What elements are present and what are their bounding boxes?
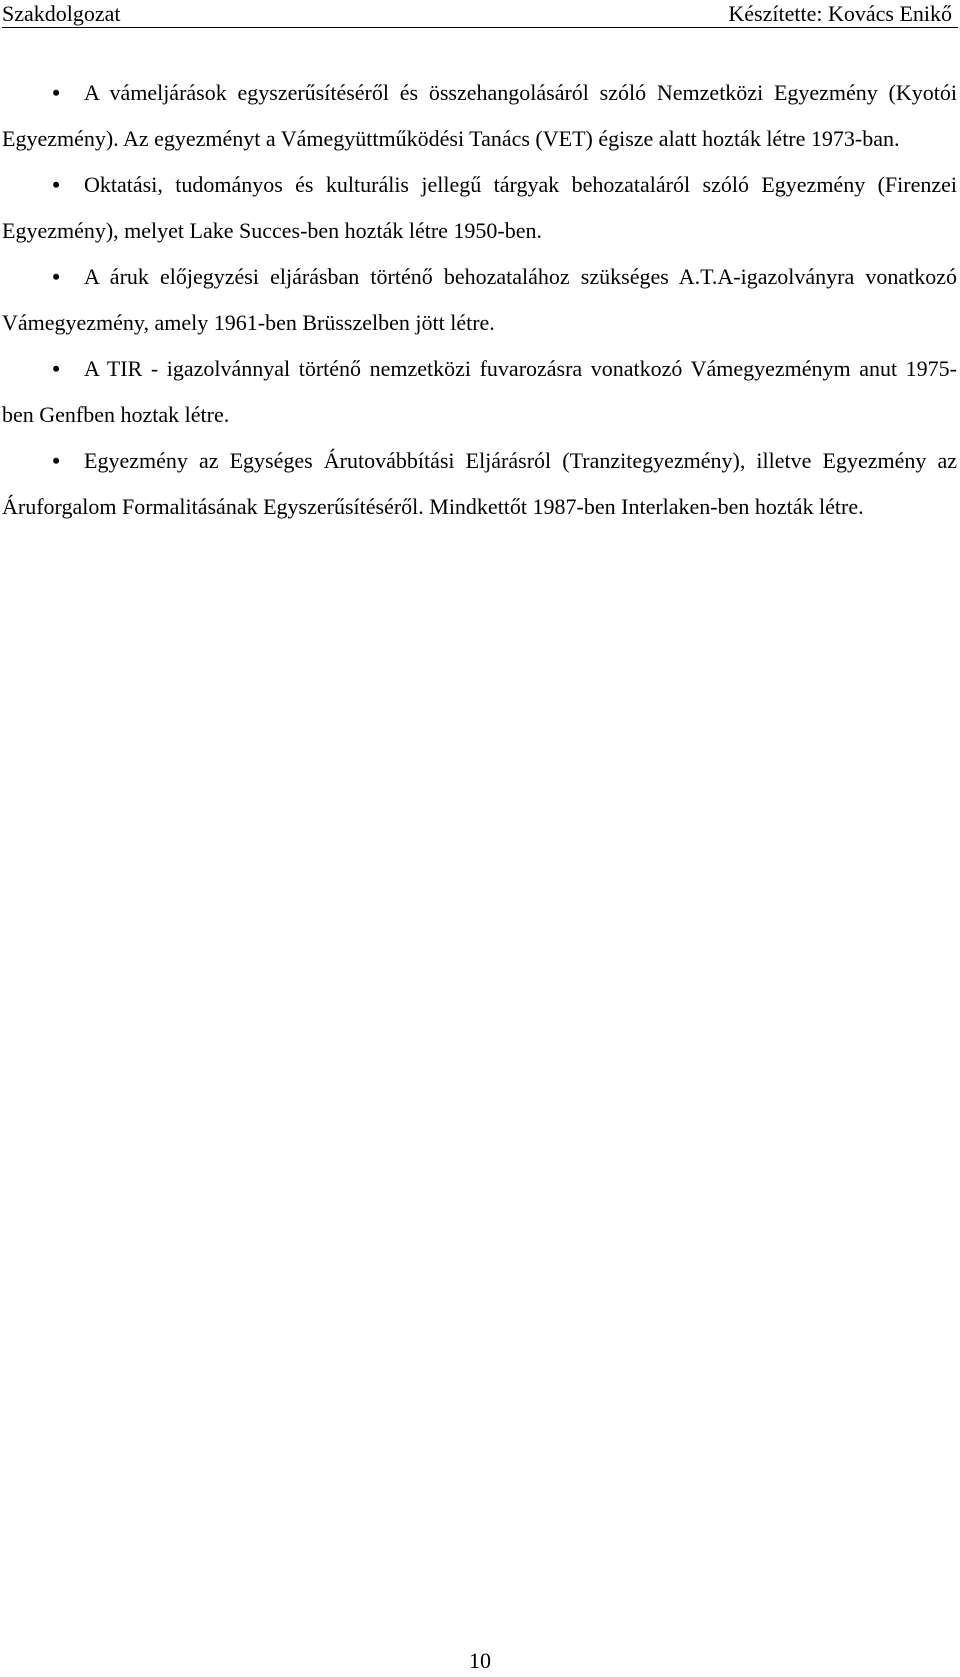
bullet-icon: • [52, 264, 60, 289]
document-body [2, 70, 957, 530]
header-title: Szakdolgozat [2, 1, 121, 26]
bullet-icon: • [52, 80, 60, 105]
bullet-icon: • [52, 356, 60, 381]
list-item [2, 162, 957, 254]
list-item [2, 438, 957, 530]
list-item-text: Egyezmény az Egységes Árutovábbítási Eljárásról (Tranzitegyezmény), illetve Egyezmény az Áruforgalom Formalitásának Egyszerűsítéséről. Mindkettőt 1987-ben Interlaken-ben hozták létre. [2, 448, 957, 519]
page-number: 10 [469, 1648, 491, 1673]
list-item [2, 254, 957, 346]
list-item-text: A vámeljárások egyszerűsítéséről és összehangolásáról szóló Nemzetközi Egyezmény (Kyotói Egyezmény). Az egyezményt a Vámegyüttműködési Tanács (VET) égisze alatt hozták létre 1973-ban. [2, 80, 957, 151]
list-item-text: Oktatási, tudományos és kulturális jellegű tárgyak behozataláról szóló Egyezmény (Firenzei Egyezmény), melyet Lake Succes-ben hozták létre 1950-ben. [2, 172, 957, 243]
list-item [2, 70, 957, 162]
header-author: Készítette: Kovács Enikő [728, 1, 952, 26]
page-header [2, 0, 958, 28]
list-item-text: A TIR - igazolvánnyal történő nemzetközi fuvarozásra vonatkozó Vámegyezménym anut 1975-ben Genfben hoztak létre. [2, 356, 957, 427]
bullet-icon: • [52, 172, 60, 197]
list-item-text: A áruk előjegyzési eljárásban történő behozatalához szükséges A.T.A-igazolványra vonatkozó Vámegyezmény, amely 1961-ben Brüsszelben jött létre. [2, 264, 957, 335]
bullet-icon: • [52, 448, 60, 473]
list-item [2, 346, 957, 438]
